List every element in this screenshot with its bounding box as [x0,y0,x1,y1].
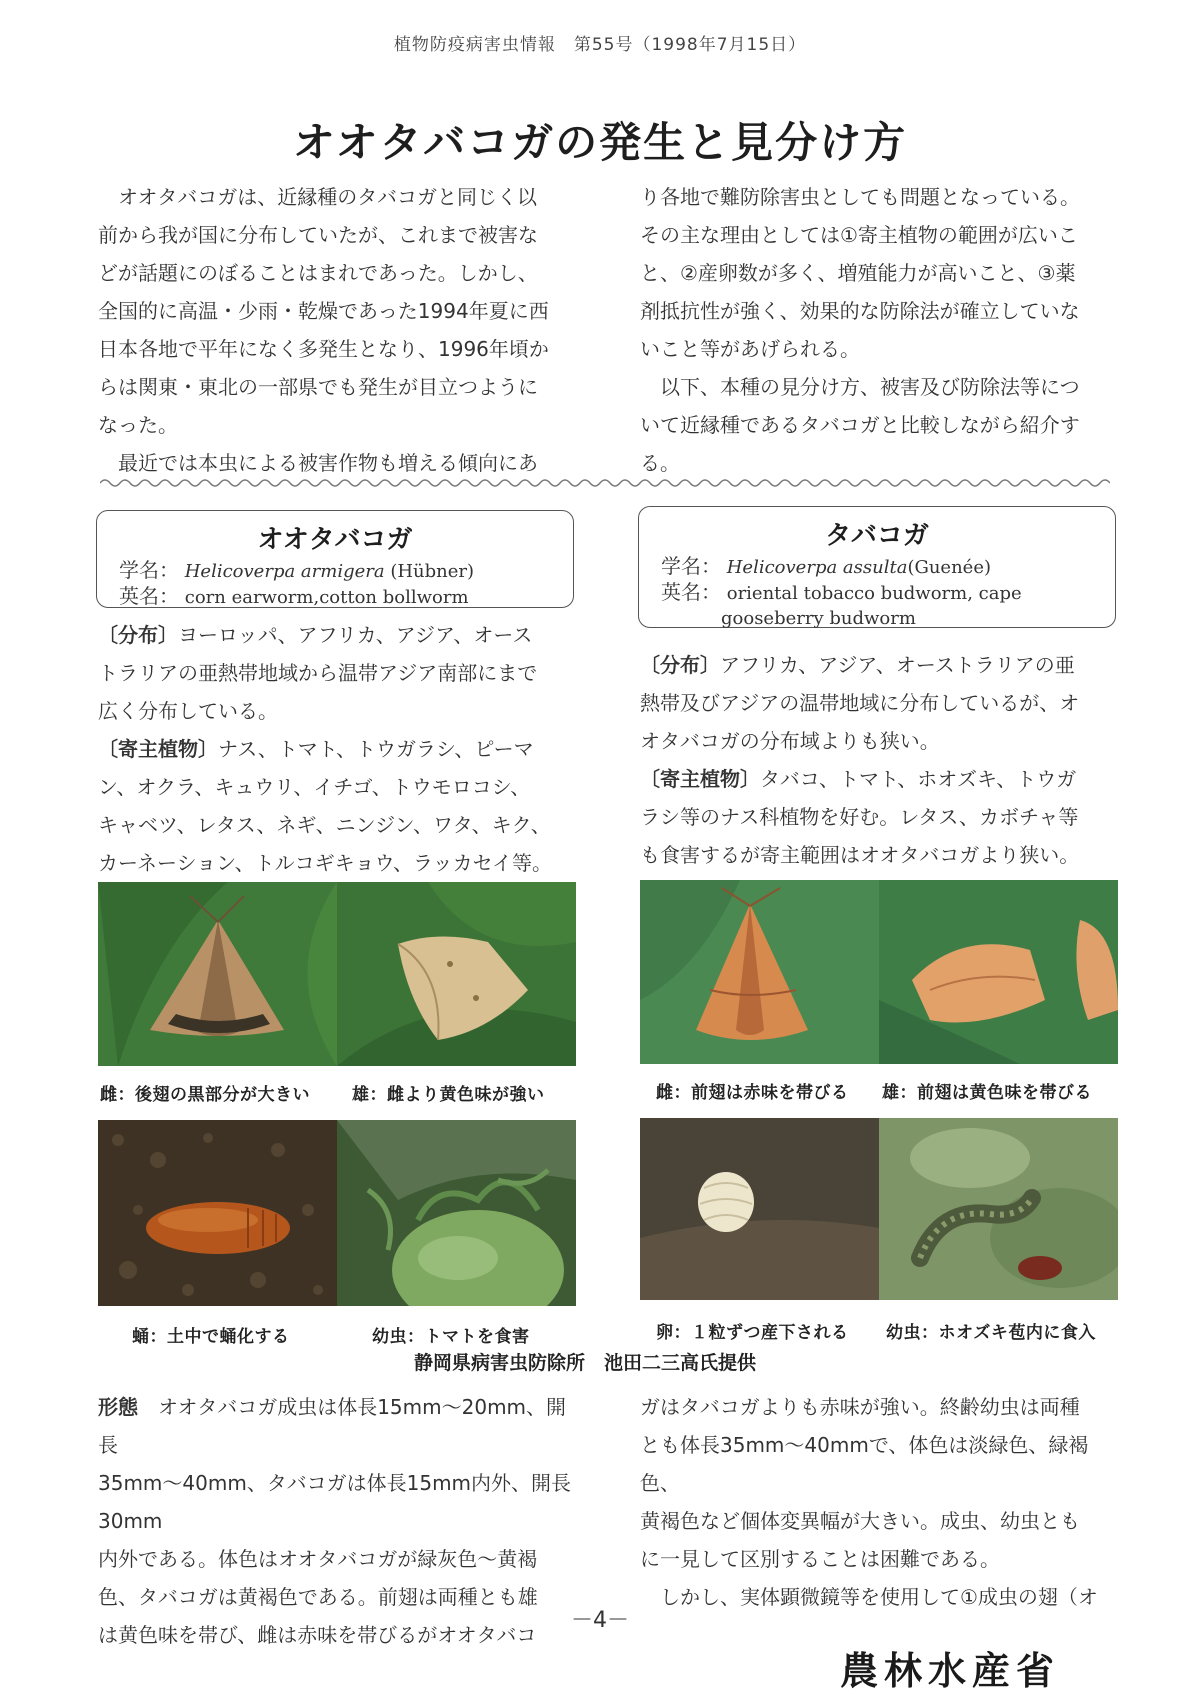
morphology-line: 色、タバコガは黄褐色である。前翅は両種とも雄 [98,1585,538,1609]
distribution-text: アフリカ、アジア、オーストラリアの亜 [720,653,1075,677]
caption-larva: 幼虫：トマトを食害 [372,1327,530,1347]
morphology-line: は黄色味を帯び、雌は赤味を帯びるがオオタバコ [98,1623,537,1647]
sci-label: 学名： [119,558,179,582]
page-number: －4－ [571,1608,629,1633]
host-line: ラシ等のナス科植物を好む。レタス、カボチャ等 [640,805,1079,829]
morphology-line: 黄褐色など個体変異幅が大きい。成虫、幼虫とも [640,1509,1080,1533]
publication-header: 植物防疫病害虫情報 第55号（1998年7月15日） [393,35,807,55]
species-name: タバコガ [825,521,929,551]
distribution-line [640,646,1124,684]
host-text: タバコ、トマト、ホオズキ、トウガ [760,767,1077,791]
caption-female: 雌：後翅の黒部分が大きい [100,1085,310,1105]
intro-right-column [640,178,1120,482]
intro-line: いて近縁種であるタバコガと比較しながら紹介す [640,413,1080,437]
intro-line: と、②産卵数が多く、増殖能力が高いこと、③薬 [640,261,1076,285]
eng-label: 英名： [661,580,721,604]
eng-label: 英名： [119,584,179,608]
english-name-row-continued [639,606,1115,631]
sci-author: (Guenée) [907,557,992,578]
intro-line: る。 [640,451,680,475]
distribution-label: 〔分布〕 [98,623,178,647]
intro-line: なった。 [98,413,178,437]
scientific-name-row [97,558,573,584]
wavy-divider [100,474,1110,486]
ministry-name: 農林水産省 [840,1648,1061,1693]
photo-tabakoga-adults [640,880,1118,1064]
distribution-line: 広く分布している。 [98,699,278,723]
intro-line: オオタバコガは、近縁種のタバコガと同じく以 [118,185,537,209]
caption-male: 雄：雌より黄色味が強い [352,1085,545,1105]
host-label: 〔寄主植物〕 [640,767,760,791]
caption-male: 雄：前翅は黄色味を帯びる [882,1083,1092,1103]
caption-female: 雌：前翅は赤味を帯びる [656,1083,849,1103]
morphology-line: 35mm～40mm、タバコガは体長15mm内外、開長30mm [98,1471,572,1533]
host-line [98,730,582,768]
photo-tabakoga-egg-larva [640,1118,1118,1300]
intro-line: その主な理由としては①寄主植物の範囲が広いこ [640,223,1078,247]
caption-larva: 幼虫：ホオズキ苞内に食入 [886,1323,1096,1343]
host-line: キャベツ、レタス、ネギ、ニンジン、ワタ、キク、 [98,813,551,837]
distribution-line: オタバコガの分布域よりも狭い。 [640,729,940,753]
species-box-tabakoga [638,506,1116,628]
intro-line: らは関東・東北の一部県でも発生が目立つように [98,375,538,399]
morphology-line: 内外である。体色はオオタバコガが緑灰色～黄褐 [98,1547,538,1571]
distribution-line: トラリアの亜熱帯地域から温帯アジア南部にまで [98,661,538,685]
egg-icon [698,1172,754,1232]
english-name-row [639,580,1115,606]
sci-name: Helicoverpa armigera [184,561,385,582]
morphology-line: に一見して区別することは困難である。 [640,1547,1000,1571]
intro-line: いこと等があげられる。 [640,337,860,361]
distribution-line: 熱帯及びアジアの温帯地域に分布しているが、オ [640,691,1080,715]
morphology-line: とも体長35mm～40mmで、体色は淡緑色、緑褐色、 [640,1433,1089,1495]
intro-line: 以下、本種の見分け方、被害及び防除法等につ [660,375,1080,399]
intro-line: 全国的に高温・少雨・乾燥であった1994年夏に西 [98,299,549,323]
photo-credit: 静岡県病害虫防除所 池田二三高氏提供 [414,1352,757,1374]
morphology-text: オオタバコガ成虫は体長15mm～20mm、開長 [98,1395,567,1457]
morphology-line [98,1388,582,1464]
intro-line: り各地で難防除害虫としても問題となっている。 [640,185,1080,209]
page-title: オオタバコガの発生と見分け方 [292,118,908,167]
pupa-icon [146,1202,290,1254]
caption-egg: 卵：１粒ずつ産下される [656,1323,849,1343]
eng-name: gooseberry budworm [721,608,916,629]
photo-oo-tabakoga-adults [98,882,576,1066]
intro-line: 前から我が国に分布していたが、これまで被害な [98,223,538,247]
sci-author: (Hübner) [390,561,475,582]
host-label: 〔寄主植物〕 [98,737,218,761]
sci-label: 学名： [661,554,721,578]
morphology-right-column [640,1388,1124,1616]
intro-line: どが話題にのぼることはまれであった。しかし、 [98,261,538,285]
scientific-name-row [639,554,1115,580]
intro-left-column [98,178,578,482]
intro-line: 最近では本虫による被害作物も増える傾向にあ [118,451,538,475]
photo-oo-tabakoga-pupa-larva [98,1120,576,1306]
host-line: ン、オクラ、キュウリ、イチゴ、トウモロコシ、 [98,775,531,799]
species-box-oo-tabakoga [96,510,574,608]
morphology-line: しかし、実体顕微鏡等を使用して①成虫の翅（オ [660,1585,1098,1609]
eng-name: corn earworm,cotton bollworm [184,587,469,608]
morphology-line: ガはタバコガよりも赤味が強い。終齢幼虫は両種 [640,1395,1080,1419]
distribution-line [98,616,582,654]
intro-line: 日本各地で平年になく多発生となり、1996年頃か [98,337,549,361]
species-name: オオタバコガ [257,525,413,555]
right-species-details [640,646,1124,874]
host-line: も食害するが寄主範囲はオオタバコガより狭い。 [640,843,1080,867]
intro-line: 剤抵抗性が強く、効果的な防除法が確立していな [640,299,1080,323]
caption-pupa: 蛹：土中で蛹化する [132,1327,290,1347]
left-species-details [98,616,582,882]
host-text: ナス、トマト、トウガラシ、ピーマ [218,737,534,761]
distribution-text: ヨーロッパ、アフリカ、アジア、オース [178,623,533,647]
host-line: カーネーション、トルコギキョウ、ラッカセイ等。 [98,851,552,875]
sci-name: Helicoverpa assulta [726,557,908,578]
english-name-row [97,584,573,610]
distribution-label: 〔分布〕 [640,653,720,677]
host-line [640,760,1124,798]
eng-name: oriental tobacco budworm, cape [726,583,1022,604]
morphology-label: 形態 [98,1395,138,1419]
